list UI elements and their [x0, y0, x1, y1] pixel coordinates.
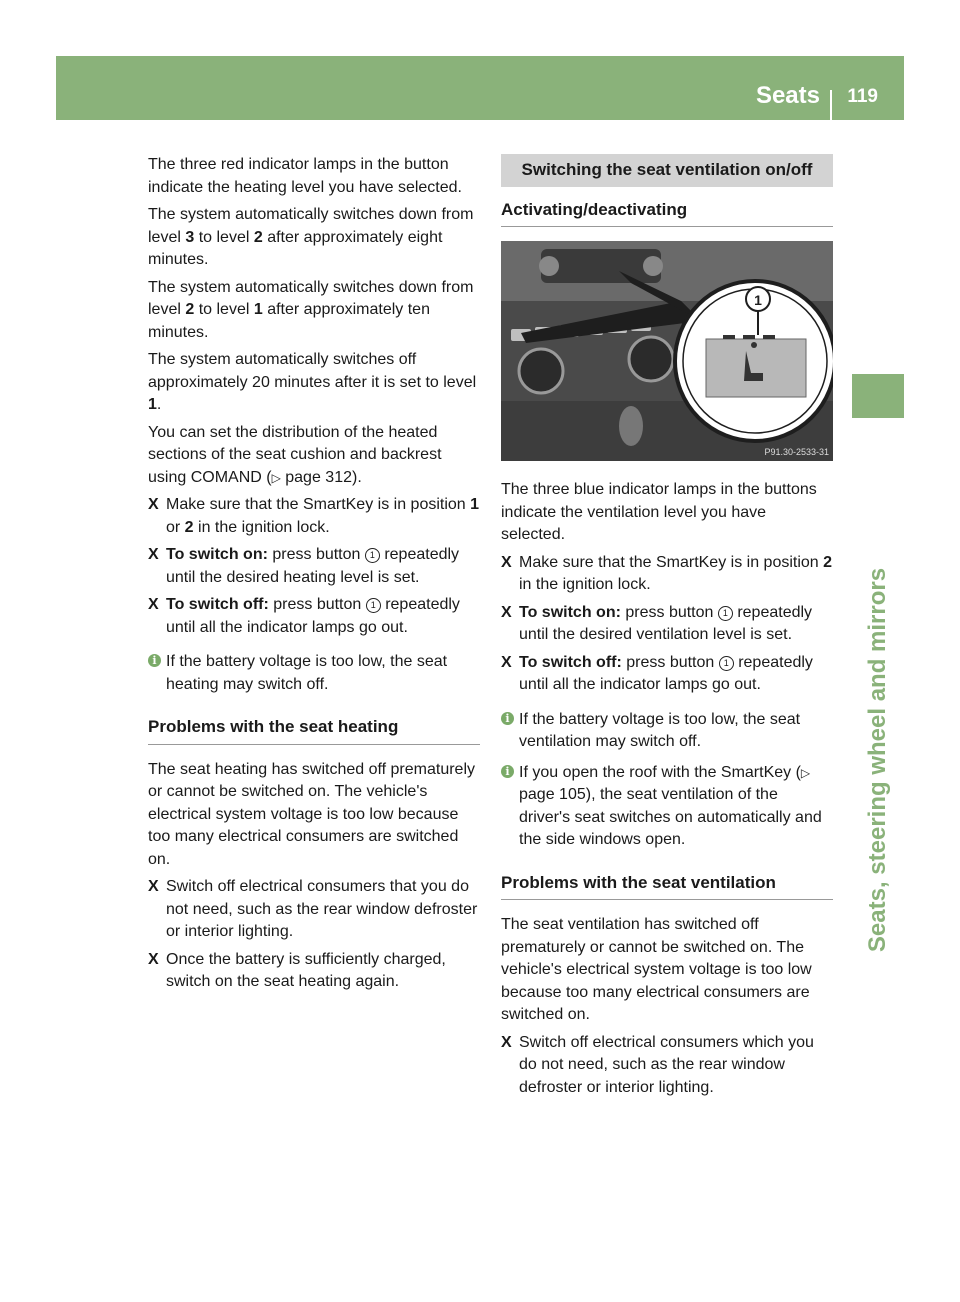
figure-callout-label: 1	[754, 292, 762, 308]
step-marker-icon: X	[148, 596, 159, 613]
step-item: X To switch on: press button 1 repeatedly until the desired ventilation level is set.	[501, 603, 813, 643]
step-item: X Switch off electrical consumers that you do not need, such as the rear window defroster or interior lighting.	[148, 878, 478, 940]
side-tab-label: Seats, steering wheel and mirrors	[864, 567, 891, 953]
step-marker-icon: X	[148, 878, 159, 895]
console-illustration	[501, 241, 833, 461]
step-item: X To switch off: press button 1 repeatedly until all the indicator lamps go out.	[148, 596, 460, 636]
right-column	[501, 154, 833, 1104]
step-item: X Make sure that the SmartKey is in position 1 or 2 in the ignition lock.	[148, 496, 480, 536]
info-icon: i	[148, 654, 161, 667]
info-note: i If the battery voltage is too low, the seat ventilation may switch off.	[501, 709, 833, 754]
step-marker-icon: X	[148, 950, 159, 968]
callout-1-icon: 1	[365, 548, 380, 563]
figure-code: P91.30-2533-31	[764, 447, 829, 457]
info-note: i If the battery voltage is too low, the seat heating may switch off.	[148, 651, 480, 696]
paragraph: The system automatically switches down from level 3 to level 2 after approximately eight minutes.	[148, 206, 474, 268]
callout-1-icon: 1	[366, 598, 381, 613]
step-marker-icon: X	[501, 603, 512, 621]
step-item: X Make sure that the SmartKey is in position 2 in the ignition lock.	[501, 553, 833, 593]
paragraph: The three red indicator lamps in the button indicate the heating level you have selected.	[148, 156, 462, 196]
page-ref-arrow-icon: ▷	[800, 765, 811, 780]
info-icon: i	[501, 712, 514, 725]
section-heading: Problems with the seat heating	[148, 716, 480, 745]
paragraph: The system automatically switches down from level 2 to level 1 after approximately ten minutes.	[148, 278, 474, 341]
step-marker-icon: X	[148, 496, 159, 513]
paragraph: The seat heating has switched off prematurely or cannot be switched on. The vehicle's electrical system voltage is too low because too many electrical consumers are switched on.	[148, 760, 475, 868]
seat-ventilation-figure	[501, 241, 833, 461]
step-item: X To switch off: press button 1 repeatedly until all the indicator lamps go out.	[501, 653, 813, 693]
section-title-bar: Switching the seat ventilation on/off	[501, 154, 833, 187]
info-icon: i	[501, 765, 514, 778]
info-note: i If you open the roof with the SmartKey (▷ page 105), the seat ventilation of the driver's seat switches on automatically and the side windows open.	[501, 762, 833, 852]
page-number: 119	[847, 86, 878, 107]
step-item: X Switch off electrical consumers which you do not need, such as the rear window defroster or interior lighting.	[501, 1033, 814, 1096]
header-divider	[830, 90, 832, 120]
step-item: X To switch on: press button 1 repeatedly until the desired heating level is set.	[148, 546, 460, 586]
step-marker-icon: X	[501, 653, 512, 671]
step-marker-icon: X	[501, 1033, 512, 1051]
callout-1-icon: 1	[718, 606, 733, 621]
paragraph: The three blue indicator lamps in the buttons indicate the ventilation level you have selected.	[501, 481, 817, 543]
header-title: Seats	[755, 82, 820, 109]
callout-1-icon: 1	[719, 656, 734, 671]
step-marker-icon: X	[148, 546, 159, 563]
paragraph: The system automatically switches off approximately 20 minutes after it is set to level 1.	[148, 351, 477, 413]
page-header	[56, 56, 904, 120]
left-column	[148, 154, 480, 999]
paragraph: You can set the distribution of the heated sections of the seat cushion and backrest using COMAND (▷ page 312).	[148, 423, 442, 486]
subsection-heading: Activating/deactivating	[501, 199, 833, 228]
step-item: X Once the battery is sufficiently charged, switch on the seat heating again.	[148, 950, 446, 990]
page-ref-arrow-icon: ▷	[271, 470, 281, 485]
paragraph: The seat ventilation has switched off prematurely or cannot be switched on. The vehicle's electrical system voltage is too low because too many electrical consumers are switched on.	[501, 916, 812, 1023]
step-marker-icon: X	[501, 553, 512, 571]
side-tab-block	[852, 374, 904, 418]
section-heading: Problems with the seat ventilation	[501, 872, 833, 901]
